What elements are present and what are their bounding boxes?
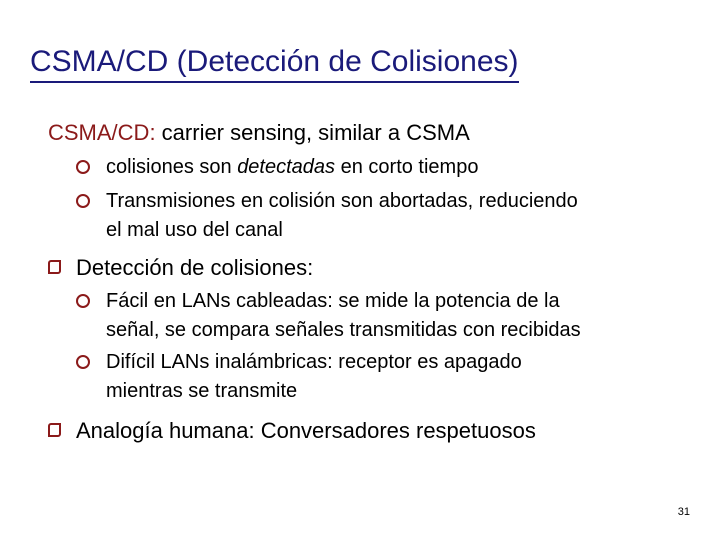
square-bullet-icon <box>48 423 61 437</box>
item-text: colisiones son <box>106 156 238 178</box>
intro-text: carrier sensing, similar a CSMA <box>155 120 470 145</box>
item-text: Fácil en LANs cableadas: se mide la potencia de la <box>106 290 560 312</box>
item-text: Transmisiones en colisión son abortadas, reduciendo <box>106 190 578 212</box>
item-text-continued: mientras se transmite <box>106 380 298 402</box>
circle-bullet-icon <box>76 294 90 308</box>
item-emphasis: detectadas <box>237 156 336 178</box>
square-bullet-icon <box>48 260 61 274</box>
item-text: Difícil LANs inalámbricas: receptor es apagado <box>106 351 522 373</box>
intro-label: CSMA/CD: <box>48 120 156 145</box>
item-text: en corto tiempo <box>335 156 479 178</box>
slide-title: CSMA/CD (Detección de Colisiones) <box>30 44 519 83</box>
circle-bullet-icon <box>76 160 90 174</box>
circle-bullet-icon <box>76 194 90 208</box>
item-text-continued: el mal uso del canal <box>106 219 283 241</box>
circle-bullet-icon <box>76 355 90 369</box>
intro-line <box>48 120 470 146</box>
item-text-continued: señal, se compara señales transmitidas con recibidas <box>106 319 581 341</box>
section-heading-text: Detección de colisiones: <box>76 255 314 280</box>
section-heading-text: Analogía humana: Conversadores respetuosos <box>76 418 536 443</box>
page-number: 31 <box>677 506 690 518</box>
